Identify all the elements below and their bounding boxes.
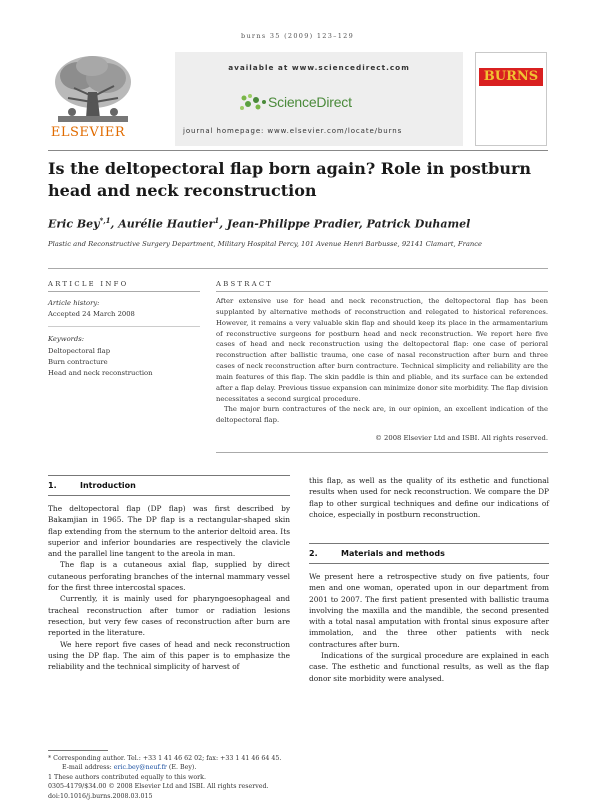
section-rule bbox=[309, 563, 549, 564]
footnote-divider bbox=[48, 750, 108, 751]
body-paragraph: We present here a retrospective study on five patients, four men and one woman, operated upon in our department from 2001 to 2007. The first patient presented with ballistic trauma involving the maxilla and the mandible, the second presented with a total nasal amputation with frontal sinus exposure after immolation, and the three other patients with neck contractures after burn. bbox=[309, 572, 549, 649]
abstract-end-divider bbox=[216, 452, 548, 453]
section-rule bbox=[48, 475, 290, 476]
equal-contribution-note: 1 These authors contributed equally to this work. bbox=[48, 773, 207, 781]
doi-link[interactable]: doi:10.1016/j.burns.2008.03.015 bbox=[48, 792, 153, 800]
abstract-body bbox=[216, 296, 548, 426]
keyword: Burn contracture bbox=[48, 358, 108, 366]
keyword: Deltopectoral flap bbox=[48, 347, 111, 355]
abstract-copyright: © 2008 Elsevier Ltd and ISBI. All rights reserved. bbox=[375, 434, 548, 442]
sciencedirect-wordmark: ScienceDirect bbox=[268, 94, 352, 110]
body-paragraph: Currently, it is mainly used for pharyngoesophageal and tracheal reconstruction after tumor or radiation lesions resection, but very few cases of reconstruction after burn are reported in the literature. bbox=[48, 594, 290, 638]
author-name: Patrick Duhamel bbox=[366, 217, 471, 231]
author-mark[interactable]: *,1 bbox=[99, 216, 111, 225]
elsevier-wordmark: ELSEVIER bbox=[50, 125, 126, 140]
corresponding-author-note: * Corresponding author. Tel.: +33 1 41 46 62 02; fax: +33 1 41 46 64 45. bbox=[48, 755, 282, 762]
abstract-paragraph: After extensive use for head and neck reconstruction, the deltopectoral flap has been supplanted by alternative methods of reconstruction and relegated to historical references. However, it remains a very valuable skin flap and should keep its place in the armamentarium of reconstructive surgeons for postburn head and neck reconstruction. We report here five cases of head and neck reconstruction using the deltopectoral flap: one case of perioral reconstruction after ballistic trauma, one case of nasal reconstruction after burn and three cases of neck reconstruction after burn contracture. Technical simplicity and reliability are the main features of this flap. The skin paddle is thin and pliable, and its surface can be extended after a flap delay. Previous tissue expansion can minimize donor site morbidity. The flap division necessitates a second surgical procedure. bbox=[216, 297, 548, 403]
header-divider bbox=[48, 150, 548, 151]
article-title: Is the deltopectoral flap born again? Role in postburn head and neck reconstruction bbox=[48, 159, 532, 200]
author-mark[interactable]: 1 bbox=[214, 216, 220, 225]
materials-body bbox=[309, 571, 549, 684]
section-rule bbox=[48, 495, 290, 496]
availability-link[interactable]: available at www.sciencedirect.com bbox=[228, 63, 410, 72]
affiliation: Plastic and Reconstructive Surgery Department, Military Hospital Percy, 101 Avenue Henri Barbusse, 92141 Clamart, France bbox=[48, 240, 483, 248]
author-name: Jean-Philippe Pradier bbox=[226, 217, 359, 231]
body-paragraph: The deltopectoral flap (DP flap) was first described by Bakamjian in 1965. The DP flap is a rectangular-shaped skin flap extending from the sternum to the anterior deltoid area. Its superior and inferior boundaries are respectively the clavicle and the parallel line tangent to the areola in man. bbox=[48, 504, 290, 559]
section-heading-introduction: 1. Introduction bbox=[48, 481, 136, 490]
journal-cover-image bbox=[475, 52, 547, 146]
journal-homepage-link[interactable]: journal homepage: www.elsevier.com/locate/burns bbox=[183, 127, 403, 135]
cover-title: BURNS bbox=[483, 69, 539, 84]
abstract-heading: ABSTRACT bbox=[216, 280, 274, 288]
keyword: Head and neck reconstruction bbox=[48, 369, 153, 377]
author-name: Aurélie Hautier bbox=[118, 217, 215, 231]
body-paragraph: The flap is a cutaneous axial flap, supplied by direct cutaneous perforating branches of the internal mammary vessel for the first three intercostal spaces. bbox=[48, 560, 290, 593]
introduction-body bbox=[48, 503, 290, 672]
author-list: Eric Bey$^{*,1}$, Aurélie Hautier$^1$, Jean-Philippe Pradier, Patrick Duhamel bbox=[48, 216, 471, 231]
email-note: E-mail address: eric.bey@neuf.fr (E. Bey). bbox=[62, 764, 197, 772]
author-name: Eric Bey bbox=[48, 217, 100, 231]
email-link[interactable]: eric.bey@neuf.fr bbox=[113, 764, 167, 772]
body-paragraph: this flap, as well as the quality of its esthetic and functional results when used for neck reconstruction. We compare the DP flap to other surgical techniques and define our indications of choice, especially in postburn reconstruction. bbox=[309, 476, 549, 519]
body-paragraph: Indications of the surgical procedure are explained in each case. The esthetic and functional results, as well as the flap donor site morbidity were analysed. bbox=[309, 651, 549, 683]
history-value: Accepted 24 March 2008 bbox=[48, 310, 135, 318]
issn-line: 0305-4179/$34.00 © 2008 Elsevier Ltd and ISBI. All rights reserved. bbox=[48, 783, 269, 791]
meta-divider bbox=[48, 268, 548, 269]
body-paragraph: We here report five cases of head and neck reconstruction using the DP flap. The aim of this paper is to emphasize the reliability and the technical simplicity of harvest of bbox=[48, 639, 290, 672]
keywords-divider bbox=[48, 326, 200, 327]
keywords-label: Keywords: bbox=[48, 335, 85, 343]
abstract-paragraph: The major burn contractures of the neck are, in our opinion, an excellent indication of the deltopectoral flap. bbox=[216, 405, 548, 425]
section-rule bbox=[309, 543, 549, 544]
abstract-divider bbox=[216, 291, 548, 292]
article-info-divider bbox=[48, 291, 200, 292]
journal-citation: burns 35 (2009) 123–129 bbox=[240, 32, 355, 40]
section-heading-materials: 2. Materials and methods bbox=[309, 549, 445, 558]
article-info-heading: ARTICLE INFO bbox=[48, 280, 129, 288]
introduction-continued bbox=[309, 475, 549, 520]
keyword-list bbox=[48, 346, 153, 379]
history-label: Article history: bbox=[48, 299, 100, 307]
